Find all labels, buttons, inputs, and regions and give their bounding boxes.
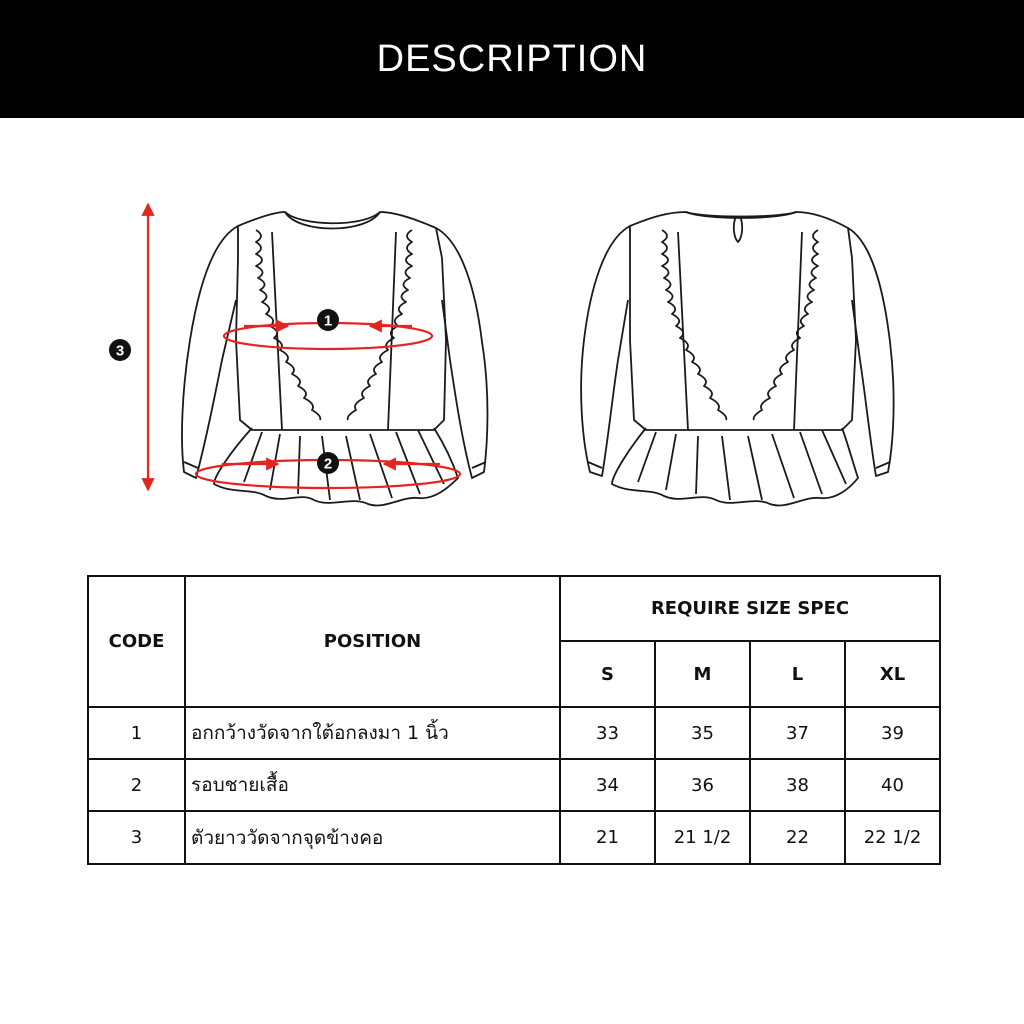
row-code: 3	[88, 811, 185, 864]
marker-1-label: 1	[323, 312, 333, 330]
garment-diagram	[0, 118, 1024, 558]
header-code: CODE	[88, 576, 185, 707]
back-ruffle-right	[754, 230, 818, 420]
front-neckline	[285, 212, 380, 229]
row-value-xl: 22 1/2	[845, 811, 940, 864]
row-value-s: 33	[560, 707, 655, 759]
back-peplum-folds	[638, 430, 846, 500]
row-code: 2	[88, 759, 185, 811]
back-keyhole	[734, 216, 742, 242]
size-header-m: M	[655, 641, 750, 707]
row-code: 1	[88, 707, 185, 759]
header-bar	[0, 0, 1024, 118]
front-bodice	[236, 212, 446, 430]
garment-svg	[0, 118, 1024, 558]
back-bodice	[630, 212, 856, 430]
back-left-cuff	[588, 462, 602, 468]
table-row	[88, 759, 940, 811]
back-right-cuff	[876, 462, 890, 468]
row-value-s: 34	[560, 759, 655, 811]
size-header-s: S	[560, 641, 655, 707]
back-view	[581, 212, 894, 506]
row-value-l: 37	[750, 707, 845, 759]
header-position: POSITION	[185, 576, 560, 707]
size-header-l: L	[750, 641, 845, 707]
row-value-l: 22	[750, 811, 845, 864]
row-value-s: 21	[560, 811, 655, 864]
front-ruffle-left-inner	[272, 232, 282, 430]
row-position: ตัวยาววัดจากจุดข้างคอ	[185, 811, 560, 864]
row-value-xl: 40	[845, 759, 940, 811]
marker-3-label: 3	[115, 342, 125, 360]
row-value-xl: 39	[845, 707, 940, 759]
row-value-m: 36	[655, 759, 750, 811]
back-left-sleeve	[581, 226, 630, 476]
front-ruffle-right-inner	[388, 232, 396, 430]
size-spec-table	[87, 575, 941, 865]
row-value-m: 35	[655, 707, 750, 759]
back-ruffle-left	[662, 230, 726, 420]
back-ruffle-left-inner	[678, 232, 688, 430]
table-row	[88, 811, 940, 864]
row-position: อกกว้างวัดจากใต้อกลงมา 1 นิ้ว	[185, 707, 560, 759]
row-position: รอบชายเสื้อ	[185, 759, 560, 811]
front-left-sleeve	[182, 226, 238, 478]
row-value-m: 21 1/2	[655, 811, 750, 864]
front-right-sleeve	[436, 228, 488, 478]
table-row	[88, 707, 940, 759]
back-ruffle-right-inner	[794, 232, 802, 430]
page-title: DESCRIPTION	[376, 37, 648, 80]
header-require-size-spec: REQUIRE SIZE SPEC	[560, 576, 940, 641]
row-value-l: 38	[750, 759, 845, 811]
size-header-xl: XL	[845, 641, 940, 707]
marker-2-label: 2	[323, 455, 333, 473]
